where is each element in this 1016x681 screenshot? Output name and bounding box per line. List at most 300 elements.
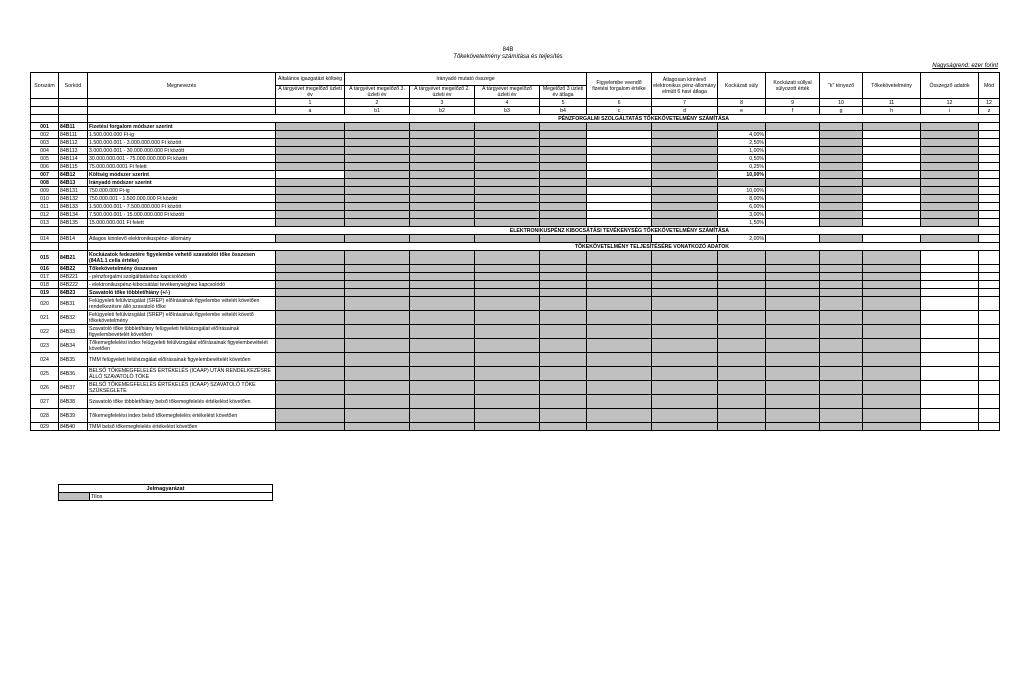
data-cell[interactable] — [979, 367, 1000, 381]
report-title: Tőkekövetelmény számítása és teljesítés — [453, 54, 563, 60]
data-cell — [410, 409, 475, 423]
data-cell — [766, 123, 820, 131]
table-row — [31, 131, 1000, 139]
data-cell — [820, 187, 863, 195]
data-cell[interactable] — [921, 353, 979, 367]
data-cell — [276, 179, 345, 187]
data-cell[interactable] — [766, 203, 820, 211]
data-cell — [540, 311, 587, 325]
row-label: Szavatoló tőke többlet/hiány (+/-) — [88, 289, 276, 297]
data-cell — [475, 423, 540, 431]
data-cell — [475, 297, 540, 311]
column-number: 12 — [979, 99, 1000, 107]
data-cell[interactable] — [979, 123, 1000, 131]
table-row — [31, 339, 1000, 353]
risk-weight-cell[interactable]: 1,00% — [718, 147, 766, 155]
data-cell[interactable] — [979, 139, 1000, 147]
data-cell[interactable] — [921, 409, 979, 423]
data-cell[interactable] — [979, 171, 1000, 179]
data-cell — [652, 219, 718, 227]
data-cell — [475, 139, 540, 147]
row-label: 30.000.000.001 - 75.000.000.000 Ft között — [88, 155, 276, 163]
data-cell — [410, 251, 475, 265]
data-cell[interactable] — [766, 139, 820, 147]
data-cell — [345, 273, 410, 281]
data-cell — [345, 139, 410, 147]
row-number: 024 — [31, 353, 59, 367]
data-cell — [766, 273, 820, 281]
data-cell[interactable] — [587, 195, 652, 203]
risk-weight-cell[interactable]: 2,00% — [718, 235, 766, 243]
data-cell[interactable] — [766, 219, 820, 227]
data-cell — [276, 139, 345, 147]
row-number: 005 — [31, 155, 59, 163]
data-cell[interactable] — [863, 219, 921, 227]
column-letter: a — [276, 107, 345, 115]
data-cell — [652, 211, 718, 219]
data-cell — [820, 367, 863, 381]
column-number: 3 — [410, 99, 475, 107]
data-cell — [540, 281, 587, 289]
data-cell[interactable] — [863, 235, 921, 243]
data-cell — [276, 187, 345, 195]
data-cell — [820, 155, 863, 163]
data-cell — [345, 311, 410, 325]
table-row — [31, 265, 1000, 273]
data-cell — [718, 381, 766, 395]
data-cell — [820, 131, 863, 139]
data-cell[interactable] — [979, 235, 1000, 243]
data-cell[interactable] — [863, 203, 921, 211]
data-cell[interactable] — [921, 367, 979, 381]
data-cell[interactable] — [979, 147, 1000, 155]
section-title-fulfilment: TŐKEKÖVETELMÉNY TELJESÍTÉSÉRE VONATKOZÓ ADATOK — [88, 243, 1000, 251]
row-code: 84B21 — [59, 251, 88, 265]
data-cell — [652, 195, 718, 203]
data-cell — [820, 281, 863, 289]
data-cell[interactable] — [921, 395, 979, 409]
row-code: 84B40 — [59, 423, 88, 431]
legend-item: Tilos — [90, 493, 273, 501]
row-label: 750.000.001 - 1.500.000.000 Ft között — [88, 195, 276, 203]
data-cell[interactable] — [979, 339, 1000, 353]
data-cell — [475, 195, 540, 203]
data-cell — [475, 155, 540, 163]
table-row — [31, 273, 1000, 281]
data-cell — [540, 211, 587, 219]
risk-weight-cell[interactable]: 1,50% — [718, 219, 766, 227]
data-cell — [540, 195, 587, 203]
data-cell[interactable] — [766, 187, 820, 195]
column-letter: f — [766, 107, 820, 115]
data-cell — [410, 155, 475, 163]
data-cell — [345, 395, 410, 409]
data-cell — [766, 381, 820, 395]
row-code: 84B39 — [59, 409, 88, 423]
data-cell[interactable] — [979, 273, 1000, 281]
data-cell[interactable] — [587, 147, 652, 155]
data-cell — [652, 367, 718, 381]
data-cell[interactable] — [766, 171, 820, 179]
row-number: 011 — [31, 203, 59, 211]
data-cell — [410, 235, 475, 243]
data-cell[interactable] — [587, 187, 652, 195]
data-cell — [475, 381, 540, 395]
data-cell — [921, 131, 979, 139]
row-number: 015 — [31, 251, 59, 265]
col-header-altalanos: Általános igazgatási költség — [276, 73, 345, 86]
data-cell[interactable] — [979, 131, 1000, 139]
data-cell — [540, 171, 587, 179]
column-letter: b2 — [410, 107, 475, 115]
data-cell — [276, 339, 345, 353]
data-cell — [410, 353, 475, 367]
column-number: 8 — [718, 99, 766, 107]
data-cell — [652, 311, 718, 325]
data-cell — [410, 203, 475, 211]
data-cell — [410, 163, 475, 171]
data-cell — [276, 131, 345, 139]
data-cell[interactable] — [587, 131, 652, 139]
data-cell — [276, 297, 345, 311]
data-cell[interactable] — [979, 297, 1000, 311]
data-cell[interactable] — [979, 195, 1000, 203]
data-cell — [345, 187, 410, 195]
row-label: Szavatoló tőke többlet/hiány belső tőkemegfelelés értékelést követően — [88, 395, 276, 409]
risk-weight-cell[interactable]: 2,50% — [718, 139, 766, 147]
col-header-mod: Mód — [979, 73, 1000, 99]
data-cell[interactable] — [979, 211, 1000, 219]
data-cell — [276, 123, 345, 131]
data-cell — [276, 395, 345, 409]
data-cell — [475, 289, 540, 297]
data-cell[interactable] — [863, 187, 921, 195]
data-cell — [652, 409, 718, 423]
row-label: Tőkekövetelmény összesen — [88, 265, 276, 273]
data-cell[interactable] — [979, 163, 1000, 171]
data-cell — [540, 147, 587, 155]
col-header-kockazati-ertek: Kockázati súllyal súlyozott érték — [766, 73, 820, 99]
data-cell — [652, 395, 718, 409]
data-cell[interactable] — [587, 219, 652, 227]
data-cell — [475, 187, 540, 195]
row-number: 007 — [31, 171, 59, 179]
data-cell[interactable] — [979, 325, 1000, 339]
data-cell — [540, 273, 587, 281]
data-cell[interactable] — [979, 311, 1000, 325]
row-code: 84B37 — [59, 381, 88, 395]
data-cell — [820, 123, 863, 131]
row-code: 84B112 — [59, 139, 88, 147]
row-label: TMM belső tőkemegfelelés értékelést követően — [88, 423, 276, 431]
data-cell — [540, 123, 587, 131]
data-cell — [475, 219, 540, 227]
col-subheader-altalanos: A tárgyévet megelőző üzleti év — [276, 86, 345, 99]
data-cell[interactable] — [587, 211, 652, 219]
data-cell[interactable] — [979, 203, 1000, 211]
data-cell — [652, 265, 718, 273]
col-subheader-iranyado-1: A tárgyévet megelőző 3. üzleti év — [345, 86, 410, 99]
data-cell[interactable] — [921, 265, 979, 273]
data-cell — [475, 211, 540, 219]
data-cell[interactable] — [979, 187, 1000, 195]
row-number: 004 — [31, 147, 59, 155]
data-cell[interactable] — [652, 235, 718, 243]
data-cell[interactable] — [766, 235, 820, 243]
data-cell[interactable] — [979, 289, 1000, 297]
row-number: 006 — [31, 163, 59, 171]
data-cell — [863, 273, 921, 281]
table-row — [31, 409, 1000, 423]
data-cell[interactable] — [766, 155, 820, 163]
data-cell — [863, 423, 921, 431]
column-number: 5 — [540, 99, 587, 107]
data-cell — [652, 273, 718, 281]
data-cell — [766, 297, 820, 311]
risk-weight-cell — [718, 179, 766, 187]
row-code: 84B13 — [59, 179, 88, 187]
data-cell — [766, 179, 820, 187]
column-letter: h — [863, 107, 921, 115]
row-number: 013 — [31, 219, 59, 227]
data-cell[interactable] — [979, 219, 1000, 227]
data-cell[interactable] — [979, 381, 1000, 395]
risk-weight-cell[interactable]: 10,00% — [718, 171, 766, 179]
section-blank — [31, 243, 59, 251]
data-cell — [587, 265, 652, 273]
data-cell — [863, 179, 921, 187]
row-code: 84B22 — [59, 265, 88, 273]
column-number: 2 — [345, 99, 410, 107]
data-cell — [718, 395, 766, 409]
row-label: 15.000.000.001 Ft felett — [88, 219, 276, 227]
data-cell[interactable] — [921, 339, 979, 353]
table-row — [31, 289, 1000, 297]
data-cell — [652, 325, 718, 339]
section-title-emoney: ELEKTRONIKUSPÉNZ KIBOCSÁTÁSI TEVÉKENYSÉG TŐKEKÖVETELMÉNY SZÁMÍTÁSA — [88, 227, 1000, 235]
column-letter: b4 — [540, 107, 587, 115]
data-cell — [475, 409, 540, 423]
row-code: 84B36 — [59, 367, 88, 381]
unit-label: Nagyságrend: ezer forint — [932, 63, 998, 69]
data-cell[interactable] — [921, 381, 979, 395]
data-cell — [410, 139, 475, 147]
data-cell[interactable] — [921, 325, 979, 339]
table-row — [31, 297, 1000, 311]
data-cell — [540, 203, 587, 211]
data-cell — [587, 297, 652, 311]
data-cell[interactable] — [766, 211, 820, 219]
data-cell — [820, 423, 863, 431]
data-cell — [820, 219, 863, 227]
row-code: 84B32 — [59, 311, 88, 325]
data-cell[interactable] — [979, 423, 1000, 431]
data-cell — [921, 235, 979, 243]
data-cell[interactable] — [766, 131, 820, 139]
data-cell — [345, 211, 410, 219]
section-title-payment: PÉNZFORGALMI SZOLGÁLTATÁS TŐKEKÖVETELMÉNY SZÁMÍTÁSA — [88, 115, 1000, 123]
row-code: 84B221 — [59, 273, 88, 281]
data-cell[interactable] — [587, 139, 652, 147]
data-cell — [863, 367, 921, 381]
risk-weight-cell[interactable]: 0,25% — [718, 163, 766, 171]
risk-weight-cell[interactable]: 3,00% — [718, 211, 766, 219]
data-cell — [410, 131, 475, 139]
row-label: Fizetési forgalom módszer szerint — [88, 123, 276, 131]
data-cell[interactable] — [863, 171, 921, 179]
risk-weight-cell[interactable]: 0,50% — [718, 155, 766, 163]
data-cell — [276, 251, 345, 265]
col-subheader-iranyado-2: A tárgyévet megelőző 2. üzleti év — [410, 86, 475, 99]
data-cell[interactable] — [979, 395, 1000, 409]
data-cell[interactable] — [979, 281, 1000, 289]
data-cell — [475, 339, 540, 353]
data-cell[interactable] — [587, 171, 652, 179]
data-cell[interactable] — [979, 353, 1000, 367]
row-code: 84B34 — [59, 339, 88, 353]
data-cell — [587, 325, 652, 339]
data-cell — [345, 131, 410, 139]
data-cell — [718, 273, 766, 281]
report-code: 84B — [502, 47, 514, 53]
column-number: 4 — [475, 99, 540, 107]
data-cell — [540, 339, 587, 353]
data-cell — [921, 179, 979, 187]
row-label: Tőkemegfelelési index felügyeleti felülvizsgálat előírásainak figyelembevételét követően — [88, 339, 276, 353]
data-cell[interactable] — [766, 147, 820, 155]
data-cell — [820, 395, 863, 409]
row-code: 84B133 — [59, 203, 88, 211]
data-cell[interactable] — [587, 155, 652, 163]
data-cell — [652, 423, 718, 431]
data-cell — [718, 265, 766, 273]
risk-weight-cell[interactable]: 6,00% — [718, 203, 766, 211]
data-cell[interactable] — [863, 163, 921, 171]
data-cell — [475, 311, 540, 325]
data-cell — [766, 395, 820, 409]
row-code: 84B222 — [59, 281, 88, 289]
column-letter: i — [921, 107, 979, 115]
row-label: 3.000.000.001 - 30.000.000.000 Ft között — [88, 147, 276, 155]
row-number: 026 — [31, 381, 59, 395]
data-cell[interactable] — [921, 423, 979, 431]
table-row — [31, 163, 1000, 171]
column-letter: b3 — [475, 107, 540, 115]
data-cell[interactable] — [979, 265, 1000, 273]
data-cell — [718, 251, 766, 265]
data-cell — [921, 195, 979, 203]
risk-weight-cell[interactable]: 10,00% — [718, 187, 766, 195]
data-cell[interactable] — [863, 147, 921, 155]
data-cell[interactable] — [979, 179, 1000, 187]
data-cell[interactable] — [587, 163, 652, 171]
data-cell[interactable] — [979, 409, 1000, 423]
row-label: Felügyeleti felülvizsgálat (SREP) előírásainak figyelembe vételét követően rendelkezésre álló szavatoló tőke — [88, 297, 276, 311]
data-cell — [652, 179, 718, 187]
data-cell[interactable] — [766, 163, 820, 171]
row-number: 028 — [31, 409, 59, 423]
row-label: - elektronikuspénz-kibocsátási tevékenységhez kapcsolódó — [88, 281, 276, 289]
data-cell — [718, 339, 766, 353]
row-code: 84B114 — [59, 155, 88, 163]
data-cell — [863, 339, 921, 353]
data-cell — [345, 251, 410, 265]
data-cell — [587, 273, 652, 281]
data-cell[interactable] — [863, 195, 921, 203]
data-cell[interactable] — [863, 139, 921, 147]
data-cell — [345, 297, 410, 311]
legend-swatch — [59, 493, 90, 501]
data-cell[interactable] — [276, 171, 345, 179]
data-cell — [345, 289, 410, 297]
data-cell — [276, 147, 345, 155]
data-cell[interactable] — [921, 311, 979, 325]
data-cell[interactable] — [921, 281, 979, 289]
column-letter: d — [652, 107, 718, 115]
data-cell — [652, 203, 718, 211]
data-cell — [540, 139, 587, 147]
risk-weight-cell[interactable]: 8,00% — [718, 195, 766, 203]
data-cell[interactable] — [921, 251, 979, 265]
data-cell[interactable] — [863, 211, 921, 219]
data-cell — [410, 367, 475, 381]
data-cell — [863, 381, 921, 395]
data-cell — [410, 171, 475, 179]
table-row — [31, 171, 1000, 179]
data-cell — [276, 311, 345, 325]
data-cell[interactable] — [863, 131, 921, 139]
data-cell — [276, 289, 345, 297]
data-cell[interactable] — [766, 195, 820, 203]
data-cell — [276, 219, 345, 227]
data-cell — [652, 353, 718, 367]
row-number: 018 — [31, 281, 59, 289]
data-cell — [820, 251, 863, 265]
data-cell[interactable] — [979, 155, 1000, 163]
data-cell[interactable] — [921, 289, 979, 297]
data-cell — [410, 179, 475, 187]
data-cell[interactable] — [921, 297, 979, 311]
row-code: 84B113 — [59, 147, 88, 155]
risk-weight-cell[interactable]: 4,00% — [718, 131, 766, 139]
data-cell — [587, 311, 652, 325]
data-cell[interactable] — [863, 155, 921, 163]
data-cell — [820, 179, 863, 187]
table-row — [31, 235, 1000, 243]
col-header-tokekov: Tőkekövetelmény — [863, 73, 921, 99]
capital-requirement-table — [30, 72, 1000, 431]
row-label: TMM felügyeleti felülvizsgálat előírásainak figyelembevételét követően — [88, 353, 276, 367]
data-cell — [475, 171, 540, 179]
data-cell — [345, 423, 410, 431]
data-cell[interactable] — [587, 203, 652, 211]
data-cell — [652, 297, 718, 311]
data-cell — [652, 339, 718, 353]
row-label: Költség módszer szerint — [88, 171, 276, 179]
data-cell — [276, 367, 345, 381]
data-cell — [475, 251, 540, 265]
data-cell — [276, 163, 345, 171]
data-cell — [652, 155, 718, 163]
data-cell — [652, 289, 718, 297]
table-row — [31, 187, 1000, 195]
data-cell[interactable] — [921, 273, 979, 281]
data-cell — [410, 211, 475, 219]
data-cell — [652, 281, 718, 289]
row-code: 84B115 — [59, 163, 88, 171]
column-letter: c — [587, 107, 652, 115]
data-cell[interactable] — [979, 251, 1000, 265]
